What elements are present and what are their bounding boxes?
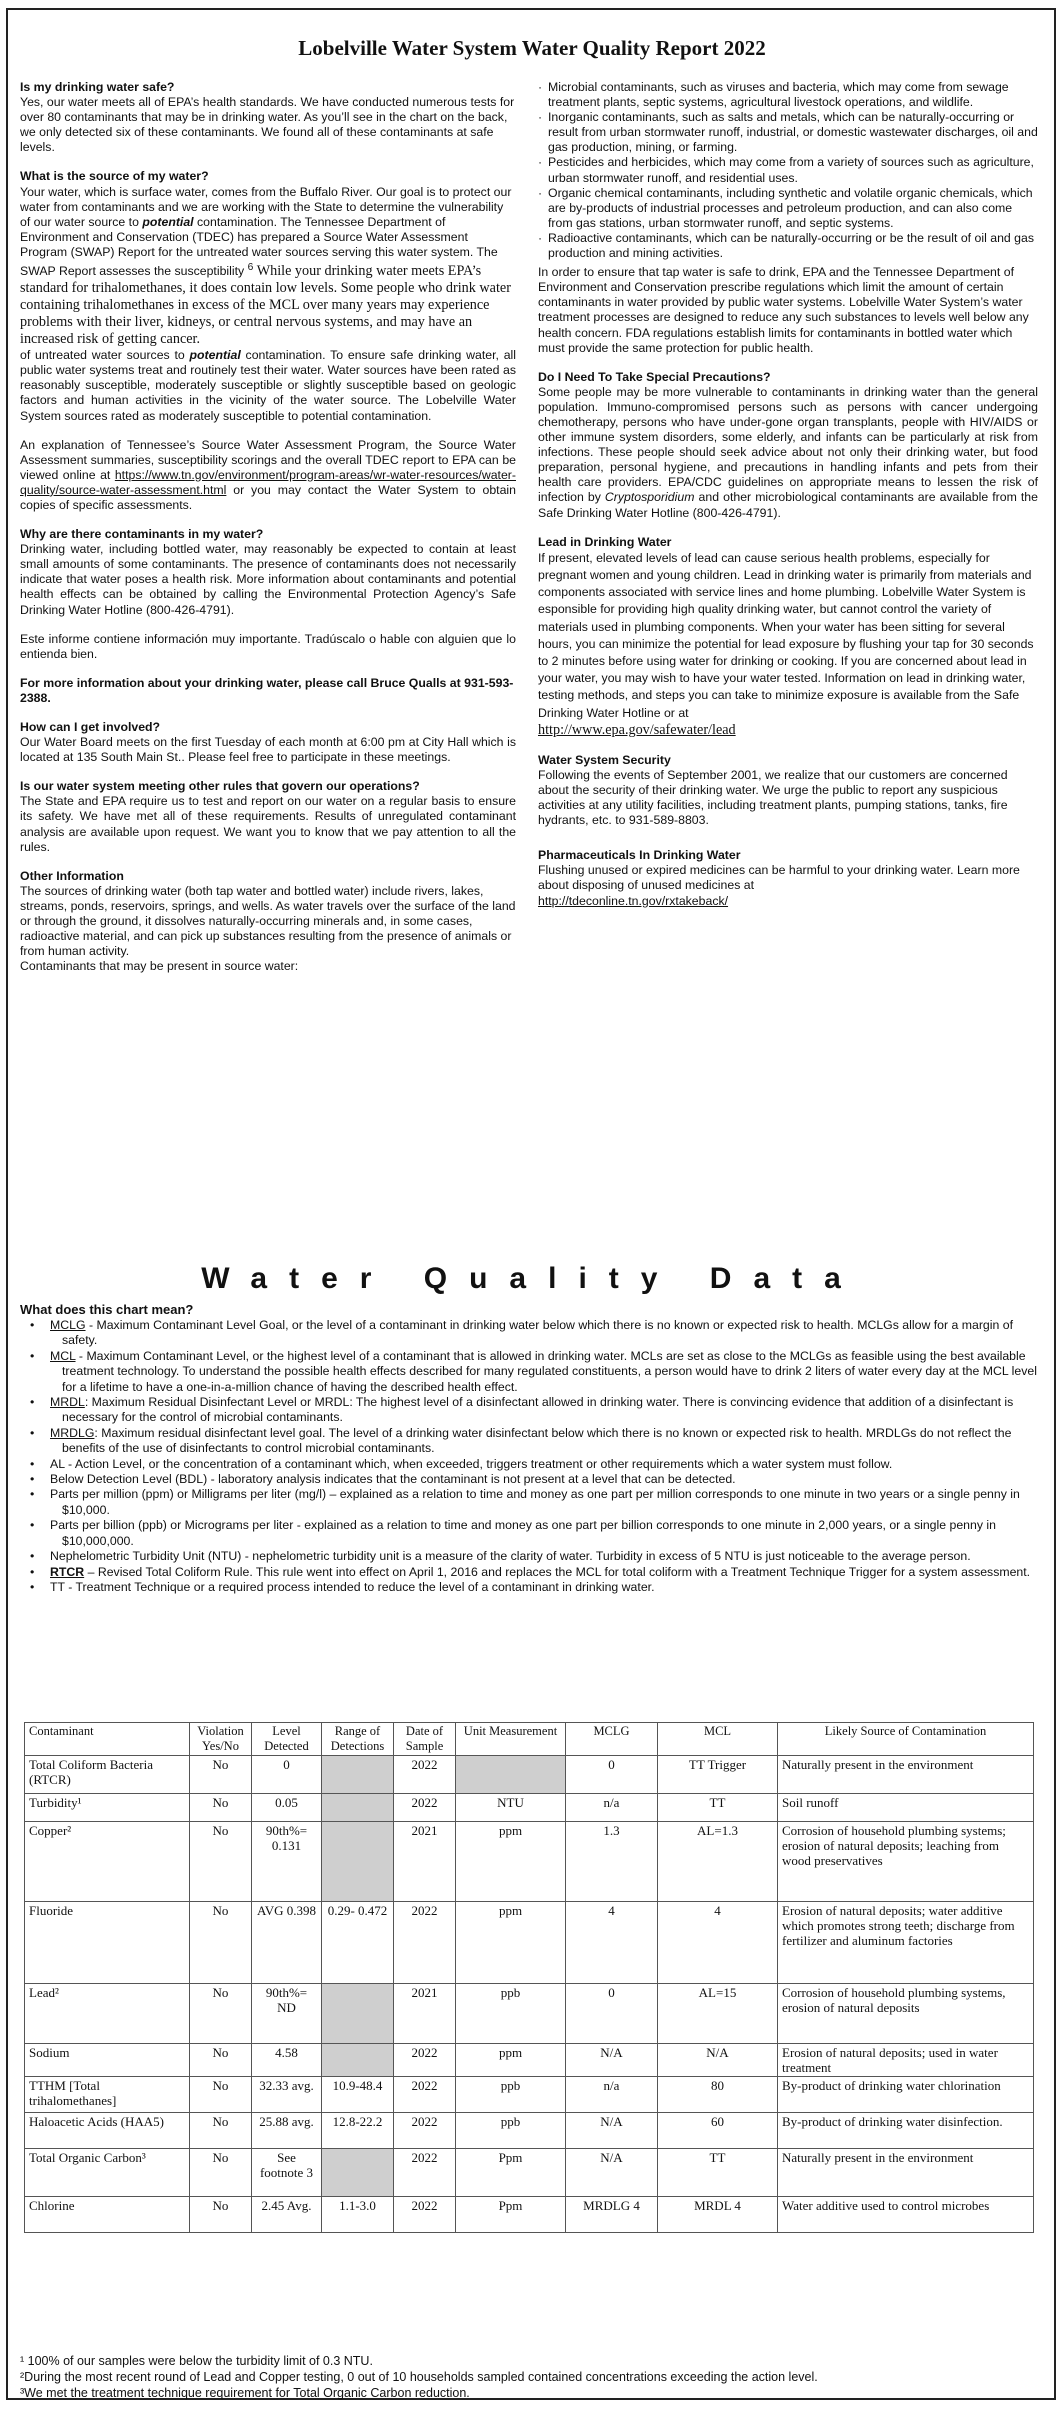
table-row: [25, 2149, 1034, 2197]
table-cell: TTHM [Total trihalomethanes]: [25, 2077, 190, 2113]
table-cell: Naturally present in the environment: [778, 1756, 1034, 1794]
text-rules: The State and EPA require us to test and report on our water on a regular basis to ensure its safety. We have met all of these requirements. Results of unregulated contaminant analysis are available upon request. We want you to know that we pay attention to all the rules.: [20, 794, 516, 854]
table-cell: Sodium: [25, 2044, 190, 2077]
table-cell: ppm: [456, 1822, 566, 1902]
pharma-link[interactable]: http://tdeconline.tn.gov/rxtakeback/: [538, 893, 729, 908]
table-cell: Haloacetic Acids (HAA5): [25, 2113, 190, 2149]
table-cell: ppb: [456, 2077, 566, 2113]
definition-mrdlg: • MRDLG: Maximum residual disinfectant level goal. The level of a drinking water disinfectant below which there is no known or expected risk to health. MRDLGs do not reflect the benefits of the use of disinfectants to control microbial contaminants.: [30, 1425, 1012, 1456]
table-cell: 2022: [394, 1756, 456, 1794]
table-header-row: [25, 1723, 1034, 1756]
table-cell: 12.8-22.2: [322, 2113, 394, 2149]
table-cell: N/A: [566, 2044, 658, 2077]
col-mclg: MCLG: [566, 1723, 658, 1756]
text-source-2: of untreated water sources to potential contamination. To ensure safe drinking water, all public water systems treat and routinely test their water. Water sources have been rated as reasonably susceptible, moderately susceptible or slightly susceptible based on geologic factors and human activities in the vicinity of the water source. The Lobelville Water System sources rated as moderately susceptible to potential contamination.: [20, 348, 516, 423]
heading-lead: Lead in Drinking Water: [538, 534, 672, 549]
footnote-1: ¹ 100% of our samples were below the turbidity limit of 0.3 NTU.: [20, 2354, 373, 2368]
table-cell: Lead²: [25, 1984, 190, 2044]
table-cell: No: [190, 2113, 252, 2149]
heading-pharma: Pharmaceuticals In Drinking Water: [538, 848, 741, 863]
table-cell: Naturally present in the environment: [778, 2149, 1034, 2197]
table-cell: No: [190, 2077, 252, 2113]
col-mcl: MCL: [658, 1723, 778, 1756]
thm-notice: While your drinking water meets EPA’s standard for trihalomethanes, it does contain low levels. Some people who drink water containing trihalomethanes in excess of the MCL over many years may experience problems with their liver, kidneys, or central nervous systems, and may have an increased risk of getting cancer.: [20, 263, 511, 348]
table-cell: 10.9-48.4: [322, 2077, 394, 2113]
water-quality-table: [24, 1722, 1034, 2233]
table-cell: 2022: [394, 1902, 456, 1984]
definition-ppb: • Parts per billion (ppb) or Micrograms per liter - explained as a relation to time and money as one part per billion corresponds to one minute in 2,000 years, or a single penny in $10,000,000.: [30, 1518, 996, 1548]
table-cell: 2022: [394, 2149, 456, 2197]
table-cell: TT: [658, 1794, 778, 1822]
table-cell: 4: [566, 1902, 658, 1984]
table-row: [25, 2044, 1034, 2077]
table-cell: 2022: [394, 2197, 456, 2233]
table-cell: No: [190, 2149, 252, 2197]
table-cell: No: [190, 2044, 252, 2077]
text-involved: Our Water Board meets on the first Tuesday of each month at 6:00 pm at City Hall which is located at 135 South Main St.. Please feel free to participate in these meetings.: [20, 735, 516, 765]
table-cell: Chlorine: [25, 2197, 190, 2233]
table-cell: Soil runoff: [778, 1794, 1034, 1822]
text-precautions: Some people may be more vulnerable to contaminants in drinking water than the general population. Immuno-compromised persons such as persons with cancer undergoing chemotherapy, persons who have under-gone organ transplants, people with HIV/AIDS or other immune system disorders, some elderly, and infants can be particularly at risk from infections. These people should seek advice about not only their drinking water, but food preparation, personal hygiene, and precautions in handling infants and pets from their health care providers. EPA/CDC guidelines on appropriate means to lessen the risk of infection by Cryptosporidium and other microbiological contaminants are available from the Safe Drinking Water Hotline (800-426-4791).: [538, 384, 1038, 520]
table-cell: AL=1.3: [658, 1822, 778, 1902]
table-cell: 1.3: [566, 1822, 658, 1902]
table-cell: 4.58: [252, 2044, 322, 2077]
table-cell: 4: [658, 1902, 778, 1984]
left-column: [20, 80, 516, 974]
table-cell: No: [190, 1756, 252, 1794]
table-cell: By-product of drinking water disinfection.: [778, 2113, 1034, 2149]
table-cell: No: [190, 1984, 252, 2044]
table-cell: 2.45 Avg.: [252, 2197, 322, 2233]
table-cell: n/a: [566, 1794, 658, 1822]
report-title: Lobelville Water System Water Quality Report 2022: [298, 36, 766, 60]
table-cell: 2022: [394, 2077, 456, 2113]
text-other-b: Contaminants that may be present in source water:: [20, 959, 299, 974]
col-source: Likely Source of Contamination: [778, 1723, 1034, 1756]
heading-precautions: Do I Need To Take Special Precautions?: [538, 369, 771, 384]
table-cell: N/A: [566, 2149, 658, 2197]
table-cell: ppm: [456, 2044, 566, 2077]
heading-safe: Is my drinking water safe?: [20, 80, 175, 94]
table-cell: 25.88 avg.: [252, 2113, 322, 2149]
table-row: [25, 2113, 1034, 2149]
text-pharma: Flushing unused or expired medicines can be harmful to your drinking water. Learn more about disposing of unused medicines at: [538, 863, 1020, 893]
footnote-3: ³We met the treatment technique requirement for Total Organic Carbon reduction.: [20, 2386, 470, 2400]
definition-mrdl: • MRDL: Maximum Residual Disinfectant Level or MRDL: The highest level of a disinfectant allowed in drinking water. There is convincing evidence that addition of a disinfectant is necessary for the control of microbial contaminants.: [30, 1395, 1014, 1425]
text-lead: If present, elevated levels of lead can cause serious health problems, especially for pregnant women and young children. Lead in drinking water is primarily from materials and components associated with service lines and home plumbing. Lobelville Water System is esponsible for providing high quality drinking water, but cannot control the variety of materials used in plumbing components. When your water has been sitting for several hours, you can minimize the potential for lead exposure by flushing your tap for 30 seconds to 2 minutes before using water for drinking or cooking. If you are concerned about lead in your water, you may wish to have your water tested. Information on lead in drinking water, testing methods, and steps you can take to minimize exposure is available from the Safe Drinking Water Hotline or at: [538, 550, 1034, 720]
table-cell: 60: [658, 2113, 778, 2149]
heading-involved: How can I get involved?: [20, 720, 161, 734]
table-cell: 0.05: [252, 1794, 322, 1822]
table-cell: N/A: [566, 2113, 658, 2149]
table-cell: Corrosion of household plumbing systems; erosion of natural deposits; leaching from wood preservatives: [778, 1822, 1034, 1902]
definition-al: • AL - Action Level, or the concentration of a contaminant which, when exceeded, triggers treatment or other requirements which a water system must follow.: [30, 1456, 893, 1471]
footnote-2: ²During the most recent round of Lead and Copper testing, 0 out of 10 households sampled contained concentrations exceeding the action level.: [20, 2370, 818, 2384]
list-item: · Radioactive contaminants, which can be naturally-occurring or be the result of oil and gas production and mining activities.: [538, 231, 1038, 261]
table-cell: 0: [566, 1756, 658, 1794]
col-level: Level Detected: [252, 1723, 322, 1756]
lead-link[interactable]: http://www.epa.gov/safewater/lead: [538, 721, 736, 738]
table-cell: Ppm: [456, 2197, 566, 2233]
list-item: · Organic chemical contaminants, including synthetic and volatile organic chemicals, which are by-products of industrial processes and petroleum production, and can also come from gas stations, urban stormwater runoff, and septic systems.: [538, 186, 1038, 231]
table-row: [25, 1756, 1034, 1794]
table-cell: [322, 2149, 394, 2197]
table-cell: [322, 1984, 394, 2044]
definition-ppm: • Parts per million (ppm) or Milligrams per liter (mg/l) – explained as a relation to time and money as one part per million corresponds to one minute in two years or a single penny in $10,000.: [30, 1487, 1020, 1517]
table-row: [25, 1794, 1034, 1822]
col-date: Date of Sample: [394, 1723, 456, 1756]
table-cell: See footnote 3: [252, 2149, 322, 2197]
table-cell: By-product of drinking water chlorination: [778, 2077, 1034, 2113]
text-why: Drinking water, including bottled water, may reasonably be expected to contain at least small amounts of some contaminants. The presence of contaminants does not necessarily indicate that water poses a health risk. More information about contaminants and potential health effects can be obtained by calling the Environmental Protection Agency’s Safe Drinking Water Hotline (800-426-4791).: [20, 542, 516, 617]
table-cell: AVG 0.398: [252, 1902, 322, 1984]
table-cell: Corrosion of household plumbing systems, erosion of natural deposits: [778, 1984, 1034, 2044]
text-source: Your water, which is surface water, comes from the Buffalo River. Our goal is to protect our water from contaminants and we are working with the State to determine the vulnerability of our water source to potential contamination. The Tennessee Department of Environment and Conservation (TDEC) has prepared a Source Water Assessment Program (SWAP) Report for the untreated water sources serving this water system. The SWAP Report assesses the susceptibility $^6$ While your drinking water meets EPA’s standard for trihalomethanes, it does contain low levels. Some people who drink water containing trihalomethanes in excess of the MCL over many years may experience problems with their liver, kidneys, or central nervous systems, and may have an increased risk of getting cancer.: [20, 184, 512, 348]
col-contaminant: Contaminant: [25, 1723, 190, 1756]
definition-mcl: • MCL - Maximum Contaminant Level, or the highest level of a contaminant that is allowed in drinking water. MCLs are set as close to the MCLGs as feasible using the best available treatment technology. To understand the possible health effects described for many regulated constituents, a person would have to drink 2 liters of water every day at the MCL level for a lifetime to have a one-in-a-million chance of having the described health effect.: [30, 1348, 1037, 1394]
table-cell: 90th%= 0.131: [252, 1822, 322, 1902]
table-cell: 2021: [394, 1984, 456, 2044]
table-cell: 90th%= ND: [252, 1984, 322, 2044]
heading-rules: Is our water system meeting other rules that govern our operations?: [20, 779, 420, 794]
heading-source: What is the source of my water?: [20, 169, 209, 184]
list-item: · Microbial contaminants, such as viruses and bacteria, which may come from sewage treatment plants, septic systems, agricultural livestock operations, and wildlife.: [538, 80, 1038, 110]
swap-link[interactable]: https://www.tn.gov/environment/program-areas/wr-water-resources/water-quality/source-water-assessment.html: [20, 467, 516, 497]
table-cell: [322, 2044, 394, 2077]
table-cell: [322, 1822, 394, 1902]
table-cell: No: [190, 1794, 252, 1822]
table-cell: No: [190, 1902, 252, 1984]
table-cell: Erosion of natural deposits; water additive which promotes strong teeth; discharge from fertilizer and aluminum factories: [778, 1902, 1034, 1984]
table-row: [25, 2077, 1034, 2113]
table-cell: [456, 1756, 566, 1794]
table-cell: 0: [566, 1984, 658, 2044]
table-cell: Copper²: [25, 1822, 190, 1902]
table-cell: Ppm: [456, 2149, 566, 2197]
table-cell: ppb: [456, 1984, 566, 2044]
table-cell: 2022: [394, 2113, 456, 2149]
table-cell: 0.29- 0.472: [322, 1902, 394, 1984]
table-cell: No: [190, 1822, 252, 1902]
table-cell: ppm: [456, 1902, 566, 1984]
table-cell: ppb: [456, 2113, 566, 2149]
definitions-list: [30, 1318, 1040, 1595]
table-cell: [322, 1756, 394, 1794]
table-cell: Total Coliform Bacteria (RTCR): [25, 1756, 190, 1794]
table-cell: No: [190, 2197, 252, 2233]
definition-tt: • TT - Treatment Technique or a required process intended to reduce the level of a contaminant in drinking water.: [30, 1579, 655, 1594]
definition-mclg: • MCLG - Maximum Contaminant Level Goal, or the level of a contaminant in drinking water below which there is no known or expected risk to health. MCLGs allow for a margin of safety.: [30, 1318, 1014, 1348]
heading-security: Water System Security: [538, 752, 671, 767]
table-cell: 32.33 avg.: [252, 2077, 322, 2113]
table-cell: Turbidity¹: [25, 1794, 190, 1822]
table-cell: N/A: [658, 2044, 778, 2077]
table-row: [25, 1822, 1034, 1902]
table-cell: MRDL 4: [658, 2197, 778, 2233]
col-unit: Unit Measurement: [456, 1723, 566, 1756]
definition-bdl: • Below Detection Level (BDL) - laboratory analysis indicates that the contaminant is not present at a level that can be detected.: [30, 1472, 736, 1487]
text-spanish: Este informe contiene información muy importante. Tradúscalo o hable con alguien que lo entienda bien.: [20, 631, 516, 661]
text-safe: Yes, our water meets all of EPA’s health standards. We have conducted numerous tests for over 80 contaminants that may be in drinking water. As you’ll see in the chart on the back, we only detected six of these contaminants. We found all of these contaminants at safe levels.: [20, 95, 515, 155]
definition-ntu: • Nephelometric Turbidity Unit (NTU) - nephelometric turbidity unit is a measure of the clarity of water. Turbidity in excess of 5 NTU is just noticeable to the average person.: [30, 1549, 971, 1564]
col-violation: Violation Yes/No: [190, 1723, 252, 1756]
table-cell: n/a: [566, 2077, 658, 2113]
heading-other: Other Information: [20, 868, 124, 883]
heading-why: Why are there contaminants in my water?: [20, 527, 264, 542]
col-range: Range of Detections: [322, 1723, 394, 1756]
text-other: The sources of drinking water (both tap water and bottled water) include rivers, lakes, streams, ponds, reservoirs, springs, and wells. As water travels over the surface of the land or through the ground, it dissolves naturally-occurring minerals and, in some cases, radioactive material, and can pick up substances resulting from the presence of animals or from human activity.: [20, 883, 516, 959]
table-cell: 1.1-3.0: [322, 2197, 394, 2233]
table-row: [25, 2197, 1034, 2233]
table-cell: 2022: [394, 2044, 456, 2077]
chart-meaning-heading: What does this chart mean?: [20, 1302, 194, 1317]
contaminant-list: [538, 80, 1038, 261]
text-epa: In order to ensure that tap water is safe to drink, EPA and the Tennessee Department of Environment and Conservation prescribe regulations which limit the amount of certain contaminants in water provided by public water systems. Lobelville Water System’s water treatment processes are designed to reduce any such substances to levels well below any health concern. FDA regulations establish limits for contaminants in bottled water which must provide the same protection for public health.: [538, 265, 1029, 355]
table-cell: Water additive used to control microbes: [778, 2197, 1034, 2233]
text-contact: For more information about your drinking water, please call Bruce Qualls at 931-593-2388.: [20, 675, 514, 705]
table-cell: Fluoride: [25, 1902, 190, 1984]
table-cell: AL=15: [658, 1984, 778, 2044]
table-cell: TT Trigger: [658, 1756, 778, 1794]
table-row: [25, 1902, 1034, 1984]
table-cell: Total Organic Carbon³: [25, 2149, 190, 2197]
table-cell: 2022: [394, 1794, 456, 1822]
table-cell: 2021: [394, 1822, 456, 1902]
table-cell: Erosion of natural deposits; used in water treatment: [778, 2044, 1034, 2077]
table-cell: MRDLG 4: [566, 2197, 658, 2233]
table-row: [25, 1984, 1034, 2044]
table-cell: 80: [658, 2077, 778, 2113]
table-cell: [322, 1794, 394, 1822]
list-item: · Pesticides and herbicides, which may come from a variety of sources such as agriculture, urban stormwater runoff, and residential uses.: [538, 155, 1038, 185]
water-quality-data-heading: Water Quality Data: [201, 1262, 863, 1295]
text-swap: An explanation of Tennessee’s Source Water Assessment Program, the Source Water Assessment summaries, susceptibility scorings and the overall TDEC report to EPA can be viewed online at https://www.tn.gov/environment/program-areas/wr-water-resources/water-quality/source-water-assessment.html or you may contact the Water System to obtain copies of specific assessments.: [20, 437, 516, 512]
text-security: Following the events of September 2001, we realize that our customers are concerned about the security of their drinking water. We urge the public to report any suspicious activities at any utility facilities, including treatment plants, pumping stations, tanks, fire hydrants, etc. to 931-589-8803.: [538, 767, 1008, 828]
table-cell: TT: [658, 2149, 778, 2197]
right-column: [538, 80, 1038, 909]
table-cell: NTU: [456, 1794, 566, 1822]
table-cell: 0: [252, 1756, 322, 1794]
definition-rtcr: • RTCR – Revised Total Coliform Rule. This rule went into effect on April 1, 2016 and replaces the MCL for total coliform with a Treatment Technique Trigger for a system assessment.: [30, 1564, 1031, 1579]
list-item: · Inorganic contaminants, such as salts and metals, which can be naturally-occurring or result from urban stormwater runoff, industrial, or domestic wastewater discharges, oil and gas production, mining, or farming.: [538, 110, 1038, 155]
